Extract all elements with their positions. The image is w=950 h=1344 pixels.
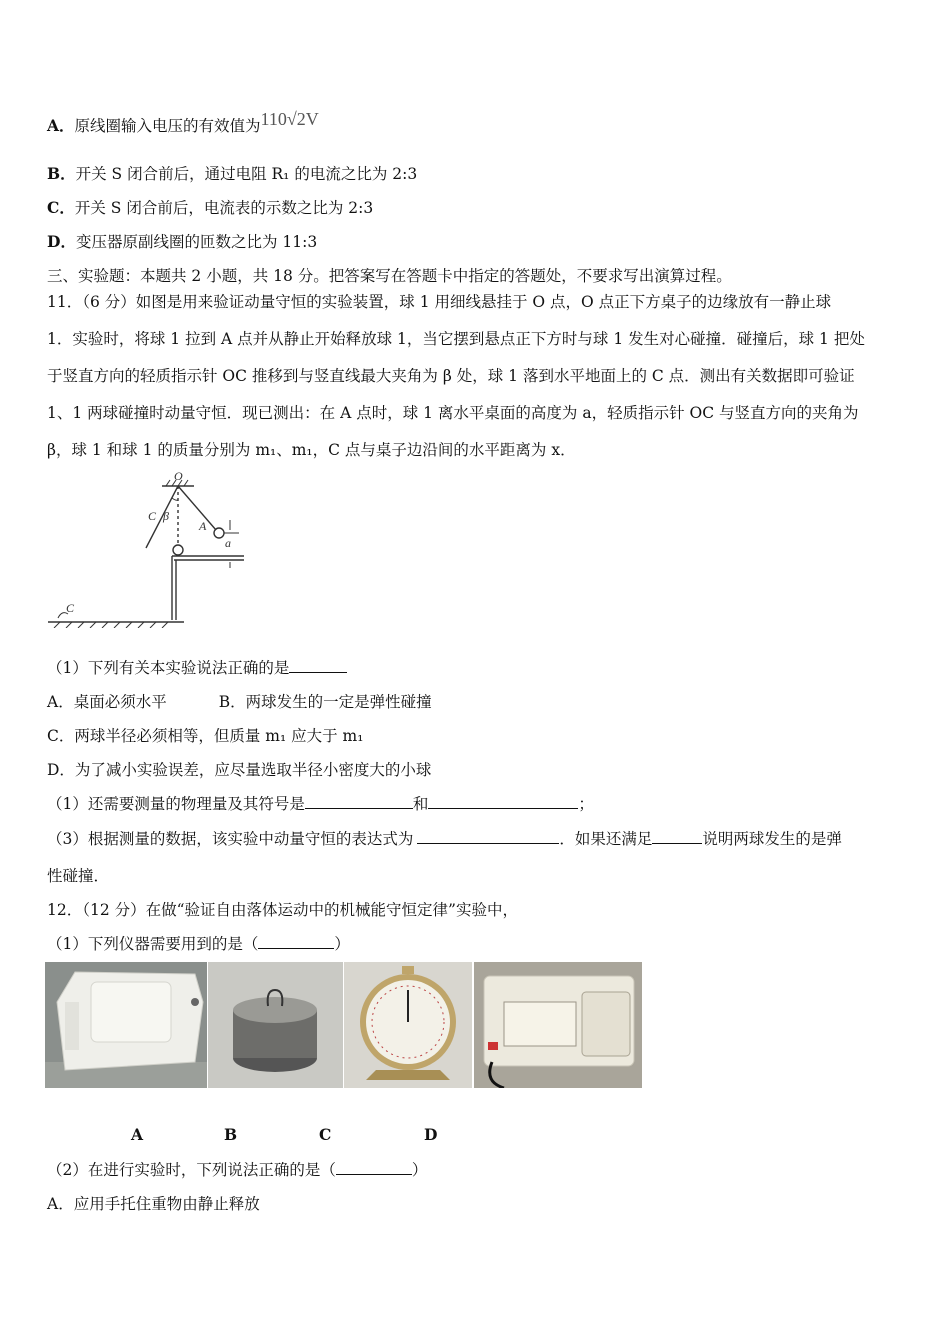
fig-label-c: C xyxy=(148,509,157,523)
option-b xyxy=(47,162,417,184)
q11-sub3-text: （3）根据测量的数据，该实验中动量守恒的表达式为 xyxy=(47,830,414,848)
section-3-heading: 三、实验题：本题共 2 小题，共 18 分。把答案写在答题卡中指定的答题处，不要求写出演算过程。 xyxy=(47,267,732,285)
caption-c: C xyxy=(319,1125,332,1144)
q11-line-1: 11．（6 分）如图是用来验证动量守恒的实验装置，球 1 用细线悬挂于 O 点，O 点正下方桌子的边缘放有一静止球 xyxy=(47,293,832,311)
caption-b: B xyxy=(224,1125,238,1144)
option-c-label: C． xyxy=(47,198,75,217)
q11-sub2-and: 和 xyxy=(412,795,429,813)
fig-label-o: O xyxy=(174,469,183,483)
caption-d: D xyxy=(424,1125,438,1144)
q11-sub2 xyxy=(47,792,594,814)
q12-sub1-blank[interactable] xyxy=(258,934,334,949)
q11-sub3-end: 说明两球发生的是弹 xyxy=(702,830,842,848)
q11-sub3-line-2: 性碰撞． xyxy=(47,867,110,885)
q11-opt-ab xyxy=(47,690,432,712)
q11-sub2-blank-1[interactable] xyxy=(305,794,413,809)
option-d xyxy=(47,230,317,252)
q11-sub3-blank-1[interactable] xyxy=(417,829,559,844)
q12-sub2-end: ） xyxy=(411,1161,428,1179)
q11-opt-b: B．两球发生的一定是弹性碰撞 xyxy=(218,693,432,711)
option-b-label: B． xyxy=(47,164,76,183)
fig-label-a-point: A xyxy=(199,519,207,533)
q12-sub1-end: ） xyxy=(334,935,350,953)
photo-b-weight xyxy=(208,962,343,1088)
option-c-text: 开关 S 闭合前后，电流表的示数之比为 2:3 xyxy=(74,199,374,217)
option-a-math: 110√2V xyxy=(260,109,319,129)
q11-sub1-text: （1）下列有关本实验说法正确的是 xyxy=(47,659,290,677)
q11-opt-a: A．桌面必须水平 xyxy=(47,693,167,711)
option-c xyxy=(47,196,373,218)
q12-sub1 xyxy=(47,932,350,954)
q12-sub2-blank[interactable] xyxy=(336,1160,412,1175)
q11-sub2-blank-2[interactable] xyxy=(428,794,578,809)
option-b-text: 开关 S 闭合前后，通过电阻 R₁ 的电流之比为 2:3 xyxy=(75,165,418,183)
q11-opt-c: C．两球半径必须相等，但质量 m₁ 应大于 m₁ xyxy=(47,727,364,745)
experiment-figure xyxy=(44,468,254,628)
option-a-label: A． xyxy=(47,116,75,135)
q11-sub3-mid: ．如果还满足 xyxy=(559,830,653,848)
q11-sub3 xyxy=(47,827,842,849)
option-d-text: 变压器原副线圈的匝数之比为 11:3 xyxy=(75,233,318,251)
q11-sub2-text: （1）还需要测量的物理量及其符号是 xyxy=(47,795,305,813)
photo-d-dot-timer xyxy=(474,962,642,1088)
q11-opt-d: D．为了减小实验误差，应尽量选取半径小密度大的小球 xyxy=(47,761,432,779)
q11-sub3-blank-2[interactable] xyxy=(652,829,702,844)
q11-line-2: 1．实验时，将球 1 拉到 A 点并从静止开始释放球 1，当它摆到悬点正下方时与球 1 发生对心碰撞．碰撞后，球 1 把处 xyxy=(47,330,865,348)
option-a-text: 原线圈输入电压的有效值为 xyxy=(74,117,261,135)
q11-line-3: 于竖直方向的轻质指示针 OC 推移到与竖直线最大夹角为 β 处，球 1 落到水平地面上的 C 点．测出有关数据即可验证 xyxy=(47,367,855,385)
q12-sub1-text: （1）下列仪器需要用到的是（ xyxy=(47,935,259,953)
fig-label-a-length: a xyxy=(225,536,231,550)
fig-label-beta: β xyxy=(163,509,169,523)
q11-sub1 xyxy=(47,656,347,678)
q11-sub2-end: ； xyxy=(578,795,594,813)
q12-opt-a: A．应用手托住重物由静止释放 xyxy=(47,1195,260,1213)
q12-sub2-text: （2）在进行实验时，下列说法正确的是（ xyxy=(47,1161,336,1179)
photo-c-stopwatch xyxy=(344,962,472,1088)
caption-a: A xyxy=(131,1125,144,1144)
photo-a-timer-box xyxy=(45,962,207,1088)
option-a xyxy=(47,109,319,136)
q11-line-5: β，球 1 和球 1 的质量分别为 m₁、m₁，C 点与桌子边沿间的水平距离为 x． xyxy=(47,441,576,459)
q12-sub2 xyxy=(47,1158,427,1180)
q12-heading: 12．（12 分）在做“验证自由落体运动中的机械能守恒定律”实验中， xyxy=(47,901,518,919)
option-d-label: D． xyxy=(47,232,76,251)
q11-sub1-blank[interactable] xyxy=(289,658,347,673)
fig-label-c-ground: C xyxy=(66,601,75,615)
q11-line-4: 1、1 两球碰撞时动量守恒．现已测出：在 A 点时，球 1 离水平桌面的高度为 a，轻质指示针 OC 与竖直方向的夹角为 xyxy=(47,404,859,422)
